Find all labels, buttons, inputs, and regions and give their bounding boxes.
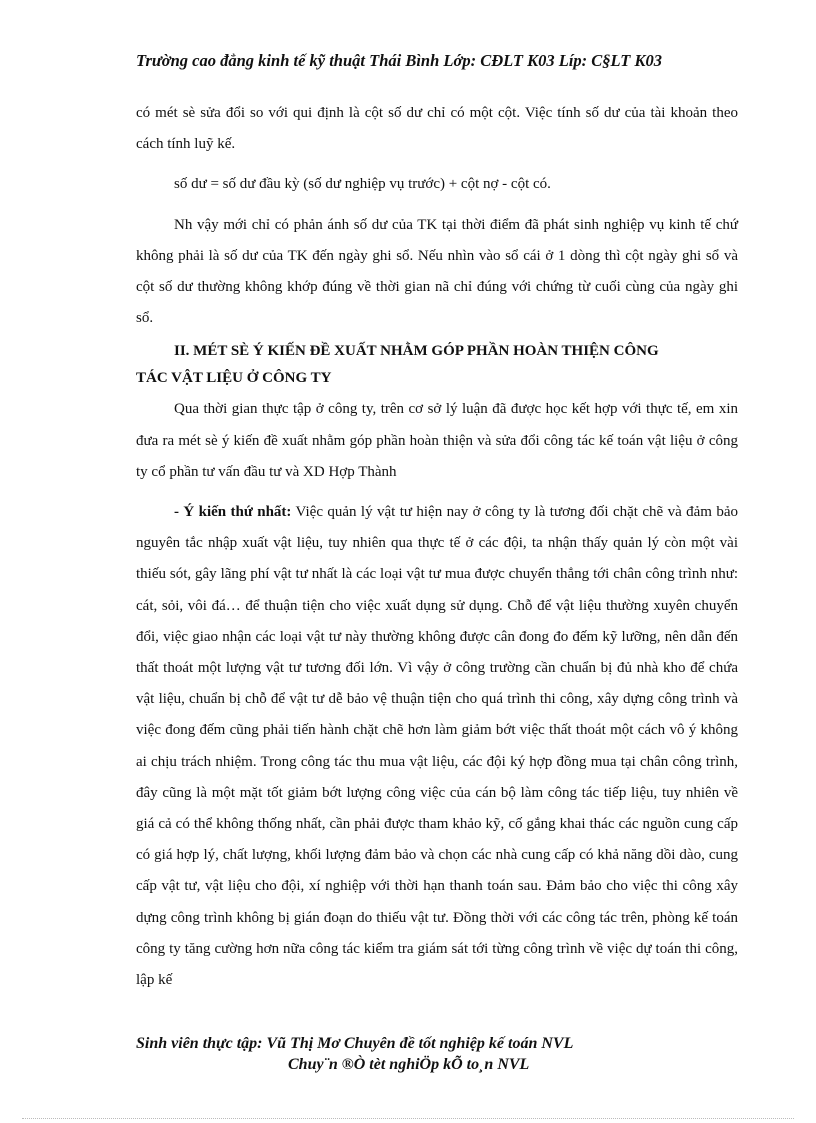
- header-text: Trường cao đẳng kinh tế kỹ thuật Thái Bình Lớp: CĐLT K03 Líp: C§LT K03: [136, 51, 663, 70]
- first-opinion-label: - Ý kiến thứ nhất:: [174, 504, 292, 521]
- page-bottom-divider: [22, 1118, 794, 1119]
- paragraph-balance-remark: Nh vậy mới chỉ có phản ánh số dư của TK tại thời điểm đã phát sinh nghiệp vụ kinh tế chứ không phải là số dư của TK đến ngày ghi sổ. Nếu nhìn vào sổ cái ở 1 dòng thì cột ngày ghi sổ và cột số dư thường không khớp đúng về thời gian nã chỉ đúng với chứng từ cuối cùng của ngày ghi sổ.: [136, 216, 738, 327]
- paragraph-balance-formula: số dư = số dư đầu kỳ (số dư nghiệp vụ trước) + cột nợ - cột có.: [174, 176, 551, 193]
- footer-line-1: Sinh viên thực tập: Vũ Thị Mơ Chuyên đề tốt nghiệp kế toán NVL: [136, 1035, 574, 1052]
- paragraph-balance-column: có mét sè sửa đổi so với qui định là cột số dư chỉ có một cột. Việc tính số dư của tài khoản theo cách tính luỹ kế.: [136, 105, 738, 153]
- document-body: [136, 98, 738, 996]
- page-header: [136, 50, 746, 71]
- first-opinion-text: Việc quản lý vật tư hiện nay ở công ty là tương đối chặt chẽ và đảm bảo nguyên tắc nhập xuất vật liệu, tuy nhiên qua thực tế ở các đội, ta nhận thấy quản lý còn một vài thiếu sót, gây lãng phí vật tư nhất là các loại vật tư mua được chuyển thẳng tới chân công trình như: cát, sỏi, vôi đá… để thuận tiện cho việc xuất dụng sử dụng. Chỗ để vật liệu thường xuyên chuyển đổi, việc giao nhận các loại vật tư này thường không được cân đong đo đếm kỹ lưỡng, nên dẫn đến thất thoát một lượng vật tư tương đối lớn. Vì vậy ở công trường cần chuẩn bị đủ nhà kho để chứa vật liệu, chuẩn bị chỗ để vật tư dễ bảo vệ thuận tiện cho quá trình thi công, xây dựng công trình và việc đong đếm cũng phải tiến hành chặt chẽ hơn làm giảm bớt việc thất thoát một cách vô ý không ai chịu trách nhiệm. Trong công tác thu mua vật liệu, các đội ký hợp đồng mua tại chân công trình, đây cũng là một mặt tốt giảm bớt lượng công việc của cán bộ làm công tác tiếp liệu, tuy nhiên về giá cả có thể không thống nhất, cần phải được tham khảo kỹ, cố gắng khai thác các nguồn cung cấp có giá hợp lý, chất lượng, khối lượng đảm bảo và chọn các nhà cung cấp có khả năng dồi dào, cung cấp vật tư, vật liệu cho đội, xí nghiệp với thời hạn thanh toán sau. Đảm bảo cho việc thi công xây dựng công trình không bị gián đoạn do thiếu vật tư. Đồng thời với các công tác trên, phòng kế toán công ty tăng cường hơn nữa công tác kiểm tra giám sát tới từng công trình về việc dự toán thi công, lập kế: [136, 504, 738, 989]
- section-heading: [136, 338, 738, 365]
- section-heading-cont: [136, 365, 738, 392]
- paragraph-introduction: Qua thời gian thực tập ở công ty, trên cơ sở lý luận đã được học kết hợp với thực tế, em xin đưa ra mét sè ý kiến đề xuất nhằm góp phần hoàn thiện và sửa đổi công tác kế toán vật liệu ở công ty cổ phần tư vấn đầu tư và XD Hợp Thành: [136, 401, 738, 480]
- section-heading-line1: II. MÉT SÈ Ý KIẾN ĐỀ XUẤT NHẰM GÓP PHẦN HOÀN THIỆN CÔNG: [174, 343, 659, 360]
- page-footer: [136, 1033, 746, 1075]
- footer-line-2: Chuy¨n ®Ò tèt nghiÖp kÕ to¸n NVL: [288, 1056, 530, 1073]
- paragraph-first-opinion: [136, 497, 738, 996]
- section-heading-line2: TÁC VẬT LIỆU Ở CÔNG TY: [136, 370, 332, 387]
